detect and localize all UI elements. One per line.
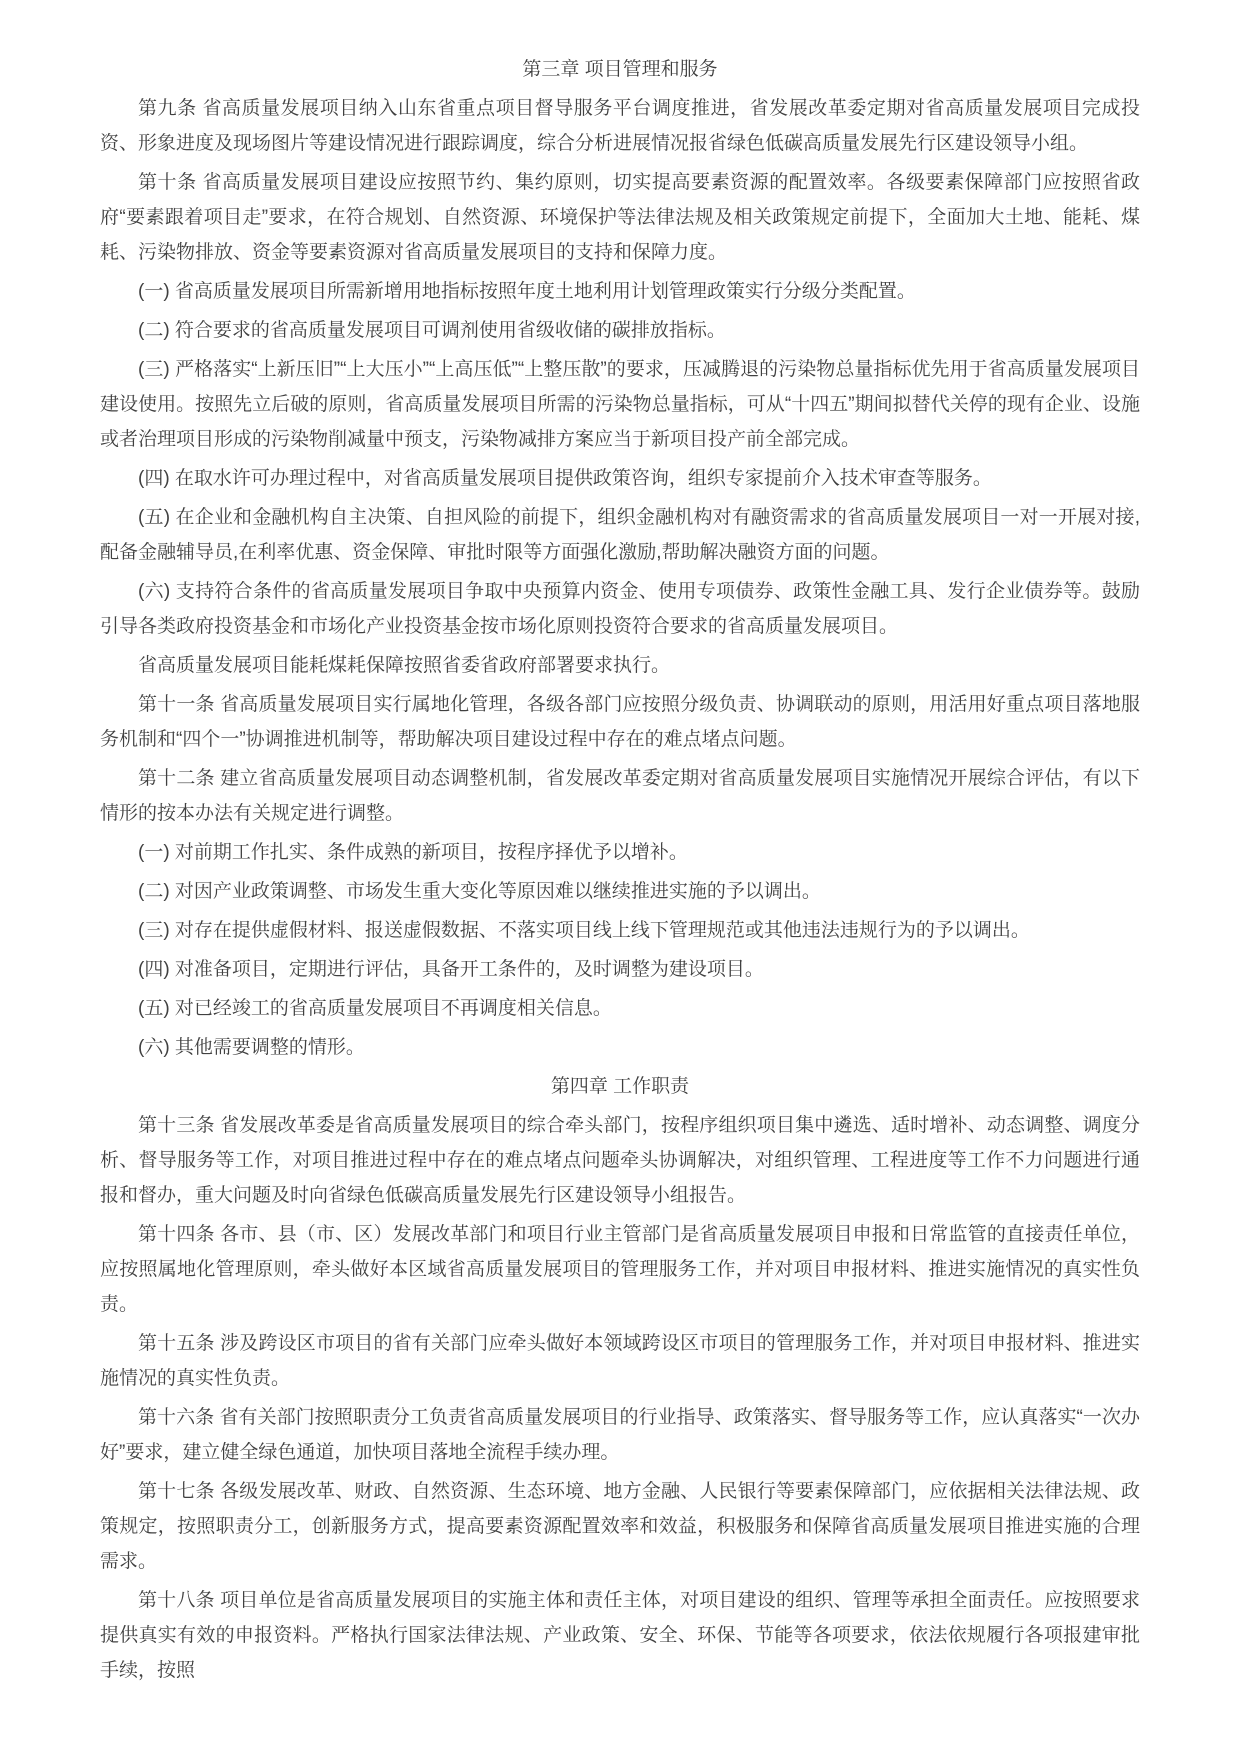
para-article-10-item-2: (二) 符合要求的省高质量发展项目可调剂使用省级收储的碳排放指标。 (138, 320, 726, 341)
para-article-11: 第十一条 省高质量发展项目实行属地化管理，各级各部门应按照分级负责、协调联动的原则，用活用好重点项目落地服务机制和“四个一”协调推进机制等，帮助解决项目建设过程中存在的难点堵点问题。 (100, 694, 1140, 750)
para-article-15: 第十五条 涉及跨设区市项目的省有关部门应牵头做好本领域跨设区市项目的管理服务工作，并对项目申报材料、推进实施情况的真实性负责。 (100, 1333, 1140, 1389)
para-article-13: 第十三条 省发展改革委是省高质量发展项目的综合牵头部门，按程序组织项目集中遴选、适时增补、动态调整、调度分析、督导服务等工作，对项目推进过程中存在的难点堵点问题牵头协调解决，对组织管理、工程进度等工作不力问题进行通报和督办，重大问题及时向省绿色低碳高质量发展先行区建设领导小组报告。 (100, 1115, 1140, 1206)
para-article-10-item-3: (三) 严格落实“上新压旧”“上大压小”“上高压低”“上整压散”的要求，压减腾退的污染物总量指标优先用于省高质量发展项目建设使用。按照先立后破的原则，省高质量发展项目所需的污染物总量指标，可从“十四五”期间拟替代关停的现有企业、设施或者治理项目形成的污染物削减量中预支，污染物减排方案应当于新项目投产前全部完成。 (100, 359, 1140, 450)
para-article-12-item-6: (六) 其他需要调整的情形。 (138, 1037, 365, 1058)
para-article-12-item-2: (二) 对因产业政策调整、市场发生重大变化等原因难以继续推进实施的予以调出。 (138, 881, 821, 902)
para-article-10-item-1: (一) 省高质量发展项目所需新增用地指标按照年度土地利用计划管理政策实行分级分类配置。 (138, 281, 916, 302)
chapter-4-heading: 第四章 工作职责 (550, 1076, 690, 1097)
chapter-3-heading: 第三章 项目管理和服务 (522, 59, 718, 80)
para-article-18: 第十八条 项目单位是省高质量发展项目的实施主体和责任主体，对项目建设的组织、管理等承担全面责任。应按照要求提供真实有效的申报资料。严格执行国家法律法规、产业政策、安全、环保、节能等各项要求，依法依规履行各项报建审批手续，按照 (100, 1590, 1140, 1681)
para-article-10-closing: 省高质量发展项目能耗煤耗保障按照省委省政府部署要求执行。 (138, 655, 671, 676)
para-article-10: 第十条 省高质量发展项目建设应按照节约、集约原则，切实提高要素资源的配置效率。各级要素保障部门应按照省政府“要素跟着项目走”要求，在符合规划、自然资源、环境保护等法律法规及相关政策规定前提下，全面加大土地、能耗、煤耗、污染物排放、资金等要素资源对省高质量发展项目的支持和保障力度。 (100, 172, 1140, 263)
para-article-16: 第十六条 省有关部门按照职责分工负责省高质量发展项目的行业指导、政策落实、督导服务等工作，应认真落实“一次办好”要求，建立健全绿色通道，加快项目落地全流程手续办理。 (100, 1407, 1140, 1463)
para-article-12: 第十二条 建立省高质量发展项目动态调整机制，省发展改革委定期对省高质量发展项目实施情况开展综合评估，有以下情形的按本办法有关规定进行调整。 (100, 768, 1140, 824)
para-article-9: 第九条 省高质量发展项目纳入山东省重点项目督导服务平台调度推进，省发展改革委定期对省高质量发展项目完成投资、形象进度及现场图片等建设情况进行跟踪调度，综合分析进展情况报省绿色低碳高质量发展先行区建设领导小组。 (100, 98, 1140, 154)
para-article-12-item-1: (一) 对前期工作扎实、条件成熟的新项目，按程序择优予以增补。 (138, 842, 688, 863)
para-article-12-item-3: (三) 对存在提供虚假材料、报送虚假数据、不落实项目线上线下管理规范或其他违法违规行为的予以调出。 (138, 920, 1030, 941)
para-article-14: 第十四条 各市、县（市、区）发展改革部门和项目行业主管部门是省高质量发展项目申报和日常监管的直接责任单位，应按照属地化管理原则，牵头做好本区域省高质量发展项目的管理服务工作，并对项目申报材料、推进实施情况的真实性负责。 (100, 1224, 1140, 1315)
para-article-10-item-6: (六) 支持符合条件的省高质量发展项目争取中央预算内资金、使用专项债券、政策性金融工具、发行企业债券等。鼓励引导各类政府投资基金和市场化产业投资基金按市场化原则投资符合要求的省高质量发展项目。 (100, 581, 1140, 637)
para-article-12-item-5: (五) 对已经竣工的省高质量发展项目不再调度相关信息。 (138, 998, 612, 1019)
para-article-10-item-5: (五) 在企业和金融机构自主决策、自担风险的前提下，组织金融机构对有融资需求的省高质量发展项目一对一开展对接,配备金融辅导员,在利率优惠、资金保障、审批时限等方面强化激励,帮助解决融资方面的问题。 (100, 507, 1140, 563)
para-article-10-item-4: (四) 在取水许可办理过程中，对省高质量发展项目提供政策咨询，组织专家提前介入技术审查等服务。 (138, 468, 992, 489)
para-article-12-item-4: (四) 对准备项目，定期进行评估，具备开工条件的，及时调整为建设项目。 (138, 959, 764, 980)
para-article-17: 第十七条 各级发展改革、财政、自然资源、生态环境、地方金融、人民银行等要素保障部门，应依据相关法律法规、政策规定，按照职责分工，创新服务方式，提高要素资源配置效率和效益，积极服务和保障省高质量发展项目推进实施的合理需求。 (100, 1481, 1140, 1572)
